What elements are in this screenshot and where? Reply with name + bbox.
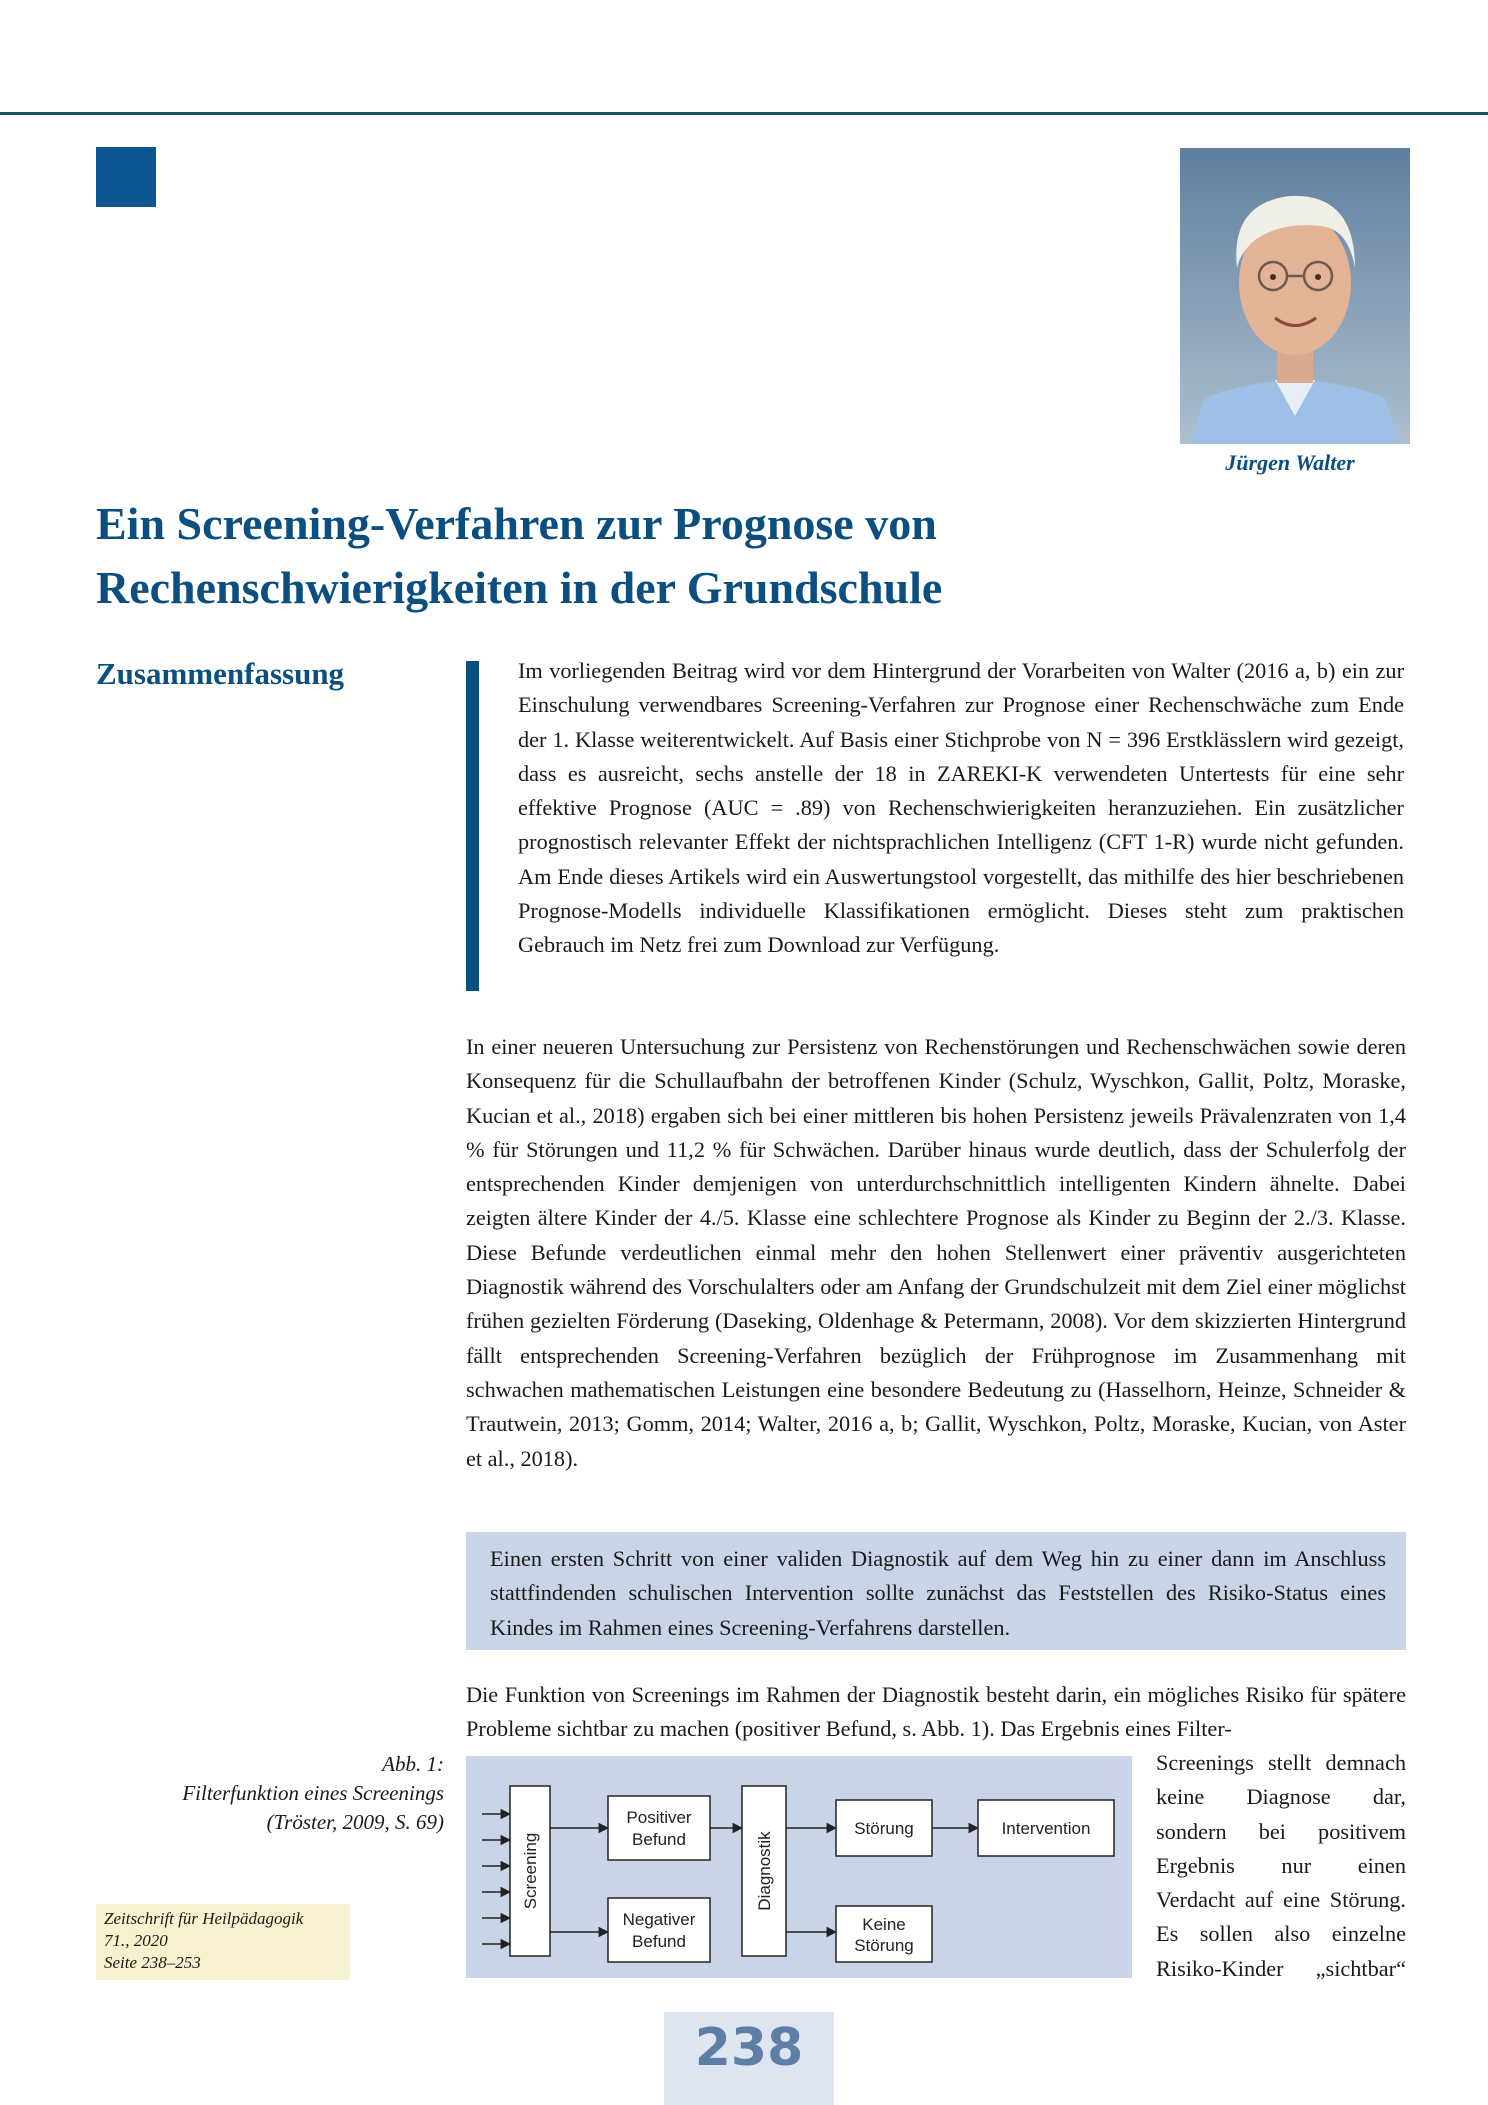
box-negativer-befund [608,1898,710,1962]
page-number: 238 [694,2018,804,2078]
section-marker [96,147,156,207]
body-paragraph-continued: Screenings stellt demnach keine Diagnose dar, sondern bei positivem Ergebnis nur einen Verdacht auf eine Störung. Es sollen also einzelne Risiko-Kinder „sichtbar“ [1156,1750,1406,1981]
label-positiv-2: Befund [632,1830,686,1849]
journal-info [96,1904,350,1980]
body-paragraph: In einer neueren Untersuchung zur Persistenz von Rechenstörungen und Rechenschwächen sowie deren Konsequenz für die Schullaufbahn der betroffenen Kinder (Schulz, Wyschkon, Gallit, Poltz, Moraske, Kucian et al., 2018) ergaben sich bei einer mittleren bis hohen Persistenz jeweils Prävalenzraten von 1,4 % für Störungen und 11,2 % für Schwächen. Darüber hinaus wurde deutlich, dass der Schulerfolg der entsprechenden Kinder demjenigen von unterdurchschnittlich intelligenten Kindern ähnelte. Dabei zeigten ältere Kinder der 4./5. Klasse eine schlechtere Prognose als Kinder zu Beginn der 2./3. Klasse. Diese Befunde verdeutlichen einmal mehr den hohen Stellenwert einer präventiv ausgerichteten Diagnostik während des Vorschulalters oder am Anfang der Grundschulzeit mit dem Ziel einer möglichst frühen gezielten Förderung (Daseking, Oldenhage & Petermann, 2008). Vor dem skizzierten Hintergrund fällt entsprechenden Screening-Verfahren bezüglich der Frühprognose im Zusammenhang mit schwachen mathematischen Leistungen eine besondere Bedeutung zu (Hasselhorn, Heinze, Schneider & Trautwein, 2013; Gomm, 2014; Walter, 2016 a, b; Gallit, Wyschkon, Poltz, Moraske, Kucian, von Aster et al., 2018). [466,1034,1406,1471]
figure-caption [96,1750,444,1837]
label-keine-1: Keine [862,1915,906,1934]
label-keine-2: Störung [854,1936,914,1955]
article-title: Ein Screening-Verfahren zur Prognose von Rechenschwierigkeiten in der Grundschule [96,498,943,613]
label-diagnostik: Diagnostik [755,1831,774,1911]
caption-source: (Tröster, 2009, S. 69) [266,1810,444,1834]
abstract-bar [466,661,479,991]
label-negativ-2: Befund [632,1932,686,1951]
body-paragraph: Die Funktion von Screenings im Rahmen der Diagnostik besteht darin, ein mögliches Risiko für spätere Probleme sichtbar zu machen (positiver Befund, s. Abb. 1). Das Ergebnis eines Filter- [466,1682,1406,1742]
caption-title: Filterfunktion eines Screenings [182,1781,444,1805]
callout-box [466,1532,1406,1650]
box-positiver-befund [608,1796,710,1860]
journal-volume: 71., 2020 [104,1931,168,1950]
label-positiv-1: Positiver [626,1808,692,1827]
top-rule [0,112,1488,115]
label-negativ-1: Negativer [622,1910,696,1929]
callout-text: Einen ersten Schritt von einer validen Diagnostik auf dem Weg hin zu einer dann im Anschluss stattfindenden schulischen Intervention sollte zunächst das Feststellen des Risiko-Status eines Kindes im Rahmen eines Screening-Verfahrens darstellen. [490,1546,1386,1640]
journal-pages: Seite 238–253 [104,1953,201,1972]
journal-name: Zeitschrift für Heilpädagogik [104,1909,304,1928]
label-stoerung: Störung [854,1819,914,1838]
abstract-heading: Zusammenfassung [96,656,345,691]
abstract-text: Im vorliegenden Beitrag wird vor dem Hintergrund der Vorarbeiten von Walter (2016 a, b) ein zur Einschulung verwendbares Screening-Verfahren zur Prognose einer Rechenschwäche zum Ende der 1. Klasse weiterentwickelt. Auf Basis einer Stichprobe von N = 396 Erstklässlern wird gezeigt, dass es ausreicht, sechs anstelle der 18 in ZAREKI-K verwendeten Untertests für eine sehr effektive Prognose (AUC = .89) von Rechenschwierigkeiten heranzuziehen. Ein zusätzlicher prognostisch relevanter Effekt der nichtsprachlichen Intelligenz (CFT 1-R) wurde nicht gefunden. Am Ende dieses Artikels wird ein Auswertungstool vorgestellt, das mithilfe des hier beschriebenen Prognose-Modells individuelle Klassifikationen ermöglicht. Dieses steht zum praktischen Gebrauch im Netz frei zum Download zur Verfügung. [518,658,1404,958]
author-photo [1180,148,1410,444]
screening-diagram [466,1756,1132,1978]
label-intervention: Intervention [1001,1819,1091,1838]
author-name: Jürgen Walter [1225,450,1355,475]
caption-label: Abb. 1: [382,1752,444,1776]
label-screening: Screening [521,1832,540,1910]
